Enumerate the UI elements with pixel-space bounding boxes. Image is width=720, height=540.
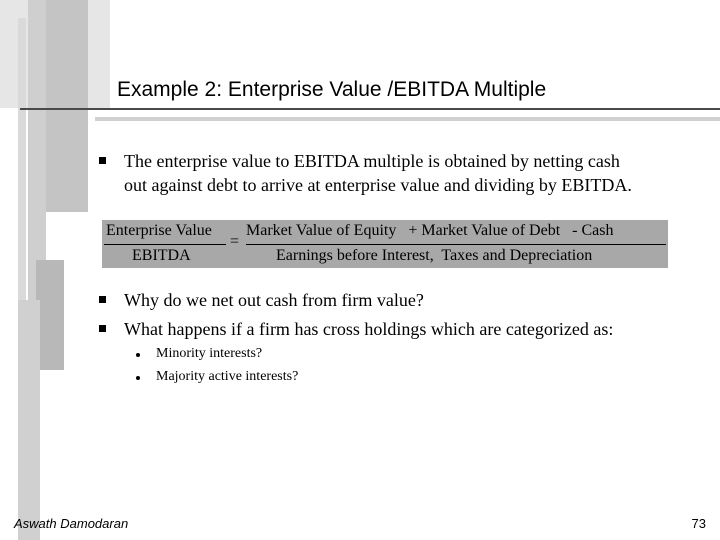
sub-bullet-2: Majority active interests? [156,369,299,384]
decor-bar-4 [46,0,88,212]
formula-lhs-denominator: EBITDA [132,247,191,264]
formula-equals: = [230,233,240,250]
footer-author: Aswath Damodaran [14,516,129,531]
formula-rhs-numerator: Market Value of Equity + Market Value of Debt - Cash [246,222,614,239]
formula-box [102,220,668,268]
bullet-3-text: What happens if a firm has cross holdings which are categorized as: [124,319,614,339]
title-rule-shadow [95,117,720,121]
formula-lhs-numerator: Enterprise Value [106,222,212,239]
sub-bullet-marker [136,376,140,380]
bullet-marker [99,296,106,303]
formula-rhs-denominator: Earnings before Interest, Taxes and Depreciation [276,247,593,264]
bullet-marker [99,157,106,164]
formula-rhs-fraction-bar [246,244,666,245]
bullet-marker [99,325,106,332]
bullet-2-text: Why do we net out cash from firm value? [124,290,424,310]
decor-bar-5 [36,260,64,370]
slide-title: Example 2: Enterprise Value /EBITDA Multiple [117,78,547,101]
sub-bullet-1: Minority interests? [156,346,263,361]
decor-bar-6 [18,300,40,540]
page-number: 73 [691,516,706,531]
formula-lhs-fraction-bar [104,244,226,245]
sub-bullet-marker [136,353,140,357]
bullet-1-line2: out against debt to arrive at enterprise value and dividing by EBITDA. [124,175,632,195]
bullet-1-line1: The enterprise value to EBITDA multiple is obtained by netting cash [124,151,620,171]
title-rule [20,108,720,110]
